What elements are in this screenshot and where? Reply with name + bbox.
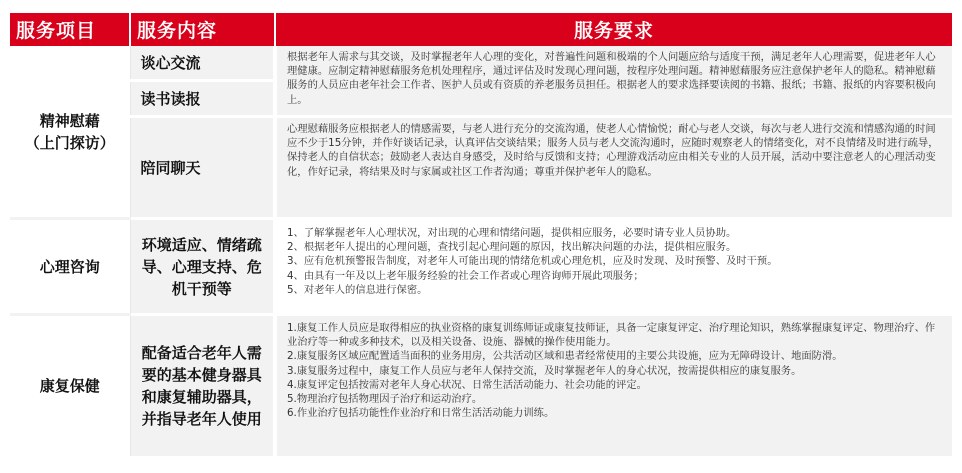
- content-rehabilitation: 配备适合老年人需要的基本健身器具和康复辅助器具，并指导老年人使用: [130, 315, 275, 457]
- content-heart-to-heart: 谈心交流: [130, 46, 275, 81]
- table-row-rehabilitation: [10, 315, 952, 457]
- list-item: 5.物理治疗包括物理因子治疗和运动治疗。: [287, 393, 483, 406]
- content-psychological: 环境适应、情绪疏导、心理支持、危机干预等: [130, 219, 275, 315]
- requirement-psychological: [275, 219, 952, 315]
- list-item: 6.作业治疗包括功能性作业治疗和日常生活活动能力训练。: [287, 407, 555, 420]
- header-service-item: 服务项目: [10, 13, 130, 46]
- list-item: 5、对老年人的信息进行保密。: [287, 283, 428, 296]
- service-table-container: [10, 13, 952, 456]
- list-item: 3.康复服务过程中，康复工作人员应与老年人保持交流，及时掌握老年人的身心状况，按需提供相应的康复服务。: [287, 364, 802, 377]
- table-row-psychological: [10, 219, 952, 315]
- table-row-spiritual-3: [10, 117, 952, 219]
- header-service-requirement: 服务要求: [275, 13, 952, 46]
- list-item: 1.康复工作人员应是取得相应的执业资格的康复训练师证或康复技师证，具备一定康复评定、治疗理论知识，熟练掌握康复评定、物理治疗、作业治疗等一种或多种技术，以及相关设备、设施、器械的操作使用能力。: [287, 322, 936, 349]
- requirement-spiritual-2: [275, 117, 952, 219]
- list-item: 2.康复服务区域应配置适当面积的业务用房，公共活动区域和患者经常使用的主要公共设施，应为无障碍设计、地面防滑。: [287, 350, 843, 363]
- content-reading-newspapers: 读书读报: [130, 81, 275, 117]
- list-item: 3、应有危机预警报告制度，对老年人可能出现的情绪危机或心理危机，应及时发现、及时预警、及时干预。: [287, 255, 778, 268]
- list-item: 4.康复评定包括按需对老年人身心状况、日常生活活动能力、社会功能的评定。: [287, 378, 647, 391]
- requirement-spiritual-1-text: 根据老年人需求与其交谈，及时掌握老年人心理的变化，对普遍性问题和极端的个人问题应给与适度干预，满足老年人心理需要，促进老年人心理健康。应制定精神慰藉服务危机处理程序，通过评估及时发现心理问题，按程序处理问题。精神慰藉服务应注意保护老年人的隐私。精神慰藉服务的人员应由老年社会工作者、医护人员或有资质的养老服务员担任。根据老人的要求选择要读阅的书籍、报纸；书籍、报纸的内容要积极向上。: [287, 51, 936, 106]
- category-spiritual-care: 精神慰藉 （上门探访）: [10, 46, 130, 219]
- list-item: 4、由具有一年及以上老年服务经验的社会工作者或心理咨询师开展此项服务；: [287, 269, 644, 282]
- requirement-rehabilitation: [275, 315, 952, 457]
- table-row-spiritual-1: [10, 46, 952, 81]
- service-table: [10, 13, 952, 456]
- content-companion-chat: 陪同聊天: [130, 117, 275, 219]
- requirement-spiritual-2-text: 心理慰藉服务应根据老人的情感需要，与老人进行充分的交流沟通，使老人心情愉悦；耐心与老人交谈，每次与老人进行交流和情感沟通的时间应不少于15分钟，并作好谈话记录，认真评估交谈结果；服务人员与老人交流沟通时，应随时观察老人的情绪变化，对不良情绪及时进行疏导，保持老人的自信状态；鼓励老人表达自身感受，及时给与反馈和支持；心理游戏活动应由相关专业的人员开展，活动中要注意老人的心理活动变化，作好记录，将结果及时与家属或社区工作者沟通；尊重并保护老年人的隐私。: [287, 123, 939, 178]
- category-psychological-counseling: 心理咨询: [10, 219, 130, 315]
- requirement-spiritual-1: [275, 46, 952, 117]
- table-header-row: [10, 13, 952, 46]
- header-service-content: 服务内容: [130, 13, 275, 46]
- list-item: 1、了解掌握老年人心理状况，对出现的心理和情绪问题，提供相应服务，必要时请专业人员协助。: [287, 227, 737, 239]
- list-item: 2、根据老年人提出的心理问题，查找引起心理问题的原因，找出解决问题的办法，提供相应服务。: [287, 241, 737, 254]
- category-rehabilitation-care: 康复保健: [10, 315, 130, 457]
